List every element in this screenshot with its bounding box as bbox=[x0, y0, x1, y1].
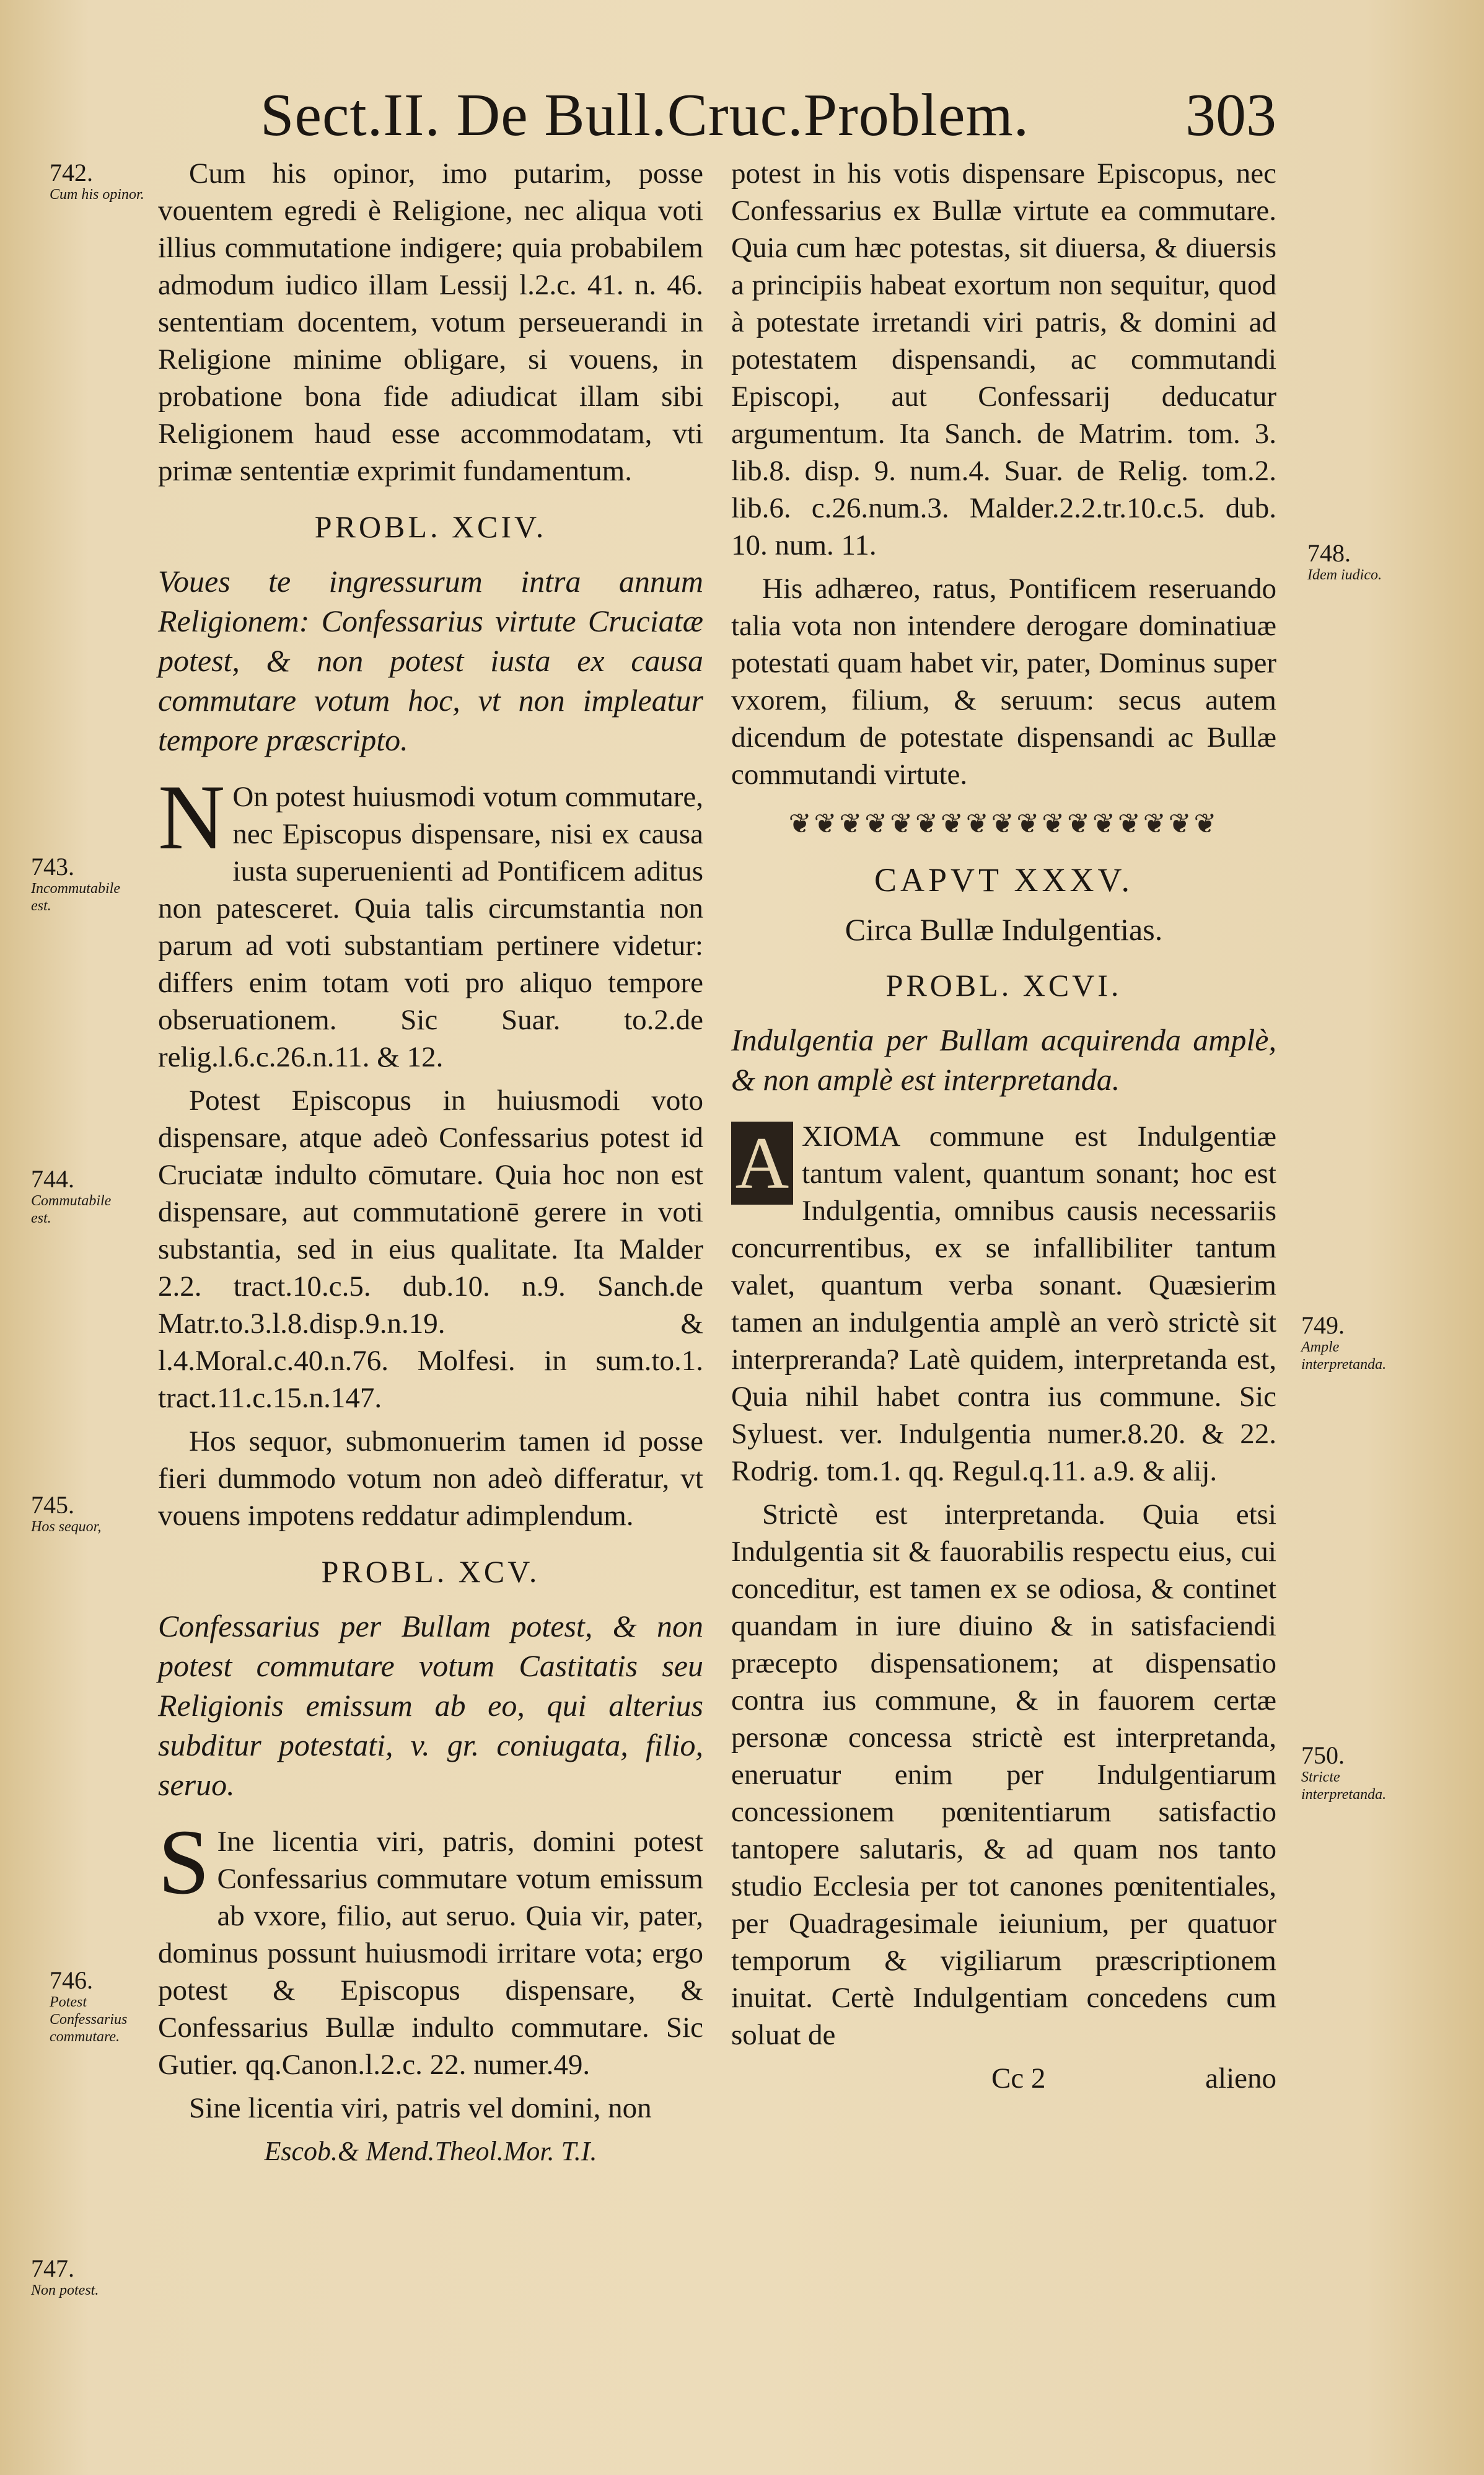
margin-note-745: 745. Hos sequor, bbox=[31, 1491, 102, 1535]
paragraph-746: S Ine licentia viri, patris, domini potest Confessarius commutare votum emissum ab vxore, filio, aut seruo. Quia vir, pater, dominus possunt huiusmodi irritare vota; ergo potest & Episcopus dispensare, & Confessarius Bullæ indulto commutare. Sic Gutier. qq.Canon.l.2.c. 22. numer.49. bbox=[158, 1811, 703, 2081]
margin-note-744: 744. Commutabile est. bbox=[31, 1165, 112, 1226]
catchword: alieno bbox=[1205, 2062, 1276, 2095]
problem-statement-94: Voues te ingressurum intra annum Religionem: Confessarius virtute Cruciatæ potest, & non potest iusta ex causa commutare votum hoc, vt non impleatur tempore præscripto. bbox=[158, 564, 703, 757]
paragraph-749: A XIOMA commune est Indulgentiæ tantum valent, quantum sonant; hoc est Indulgentia, omnibus causis necessariis concurrentibus, ex se infallibiliter tantum valet, quantum verba sonant. Quæsierim tamen an indulgentia amplè an verò strictè sit interpreranda? Latè quidem, interpretanda est, Quia nihil habet contra ius commune. Sic Syluest. ver. Indulgentia numer.8.20. & 22. Rodrig. tom.1. qq. Regul.q.11. a.9. & alij. bbox=[731, 1120, 1276, 1487]
margin-note-747: 747. Non potest. bbox=[31, 2254, 99, 2298]
margin-note-750: 750. Stricte interpretanda. bbox=[1301, 1741, 1387, 1803]
running-title: Sect.II. De Bull.Cruc.Problem. bbox=[260, 82, 1030, 149]
page-footer bbox=[731, 2060, 1276, 2097]
margin-note-748: 748. Idem iudico. bbox=[1307, 539, 1382, 583]
ornamental-initial-a: A bbox=[731, 1122, 793, 1205]
signature-mark: Cc 2 bbox=[991, 2062, 1046, 2095]
footer-left-signature: Escob.& Mend.Theol.Mor. T.I. bbox=[264, 2136, 597, 2166]
problem-heading-96: PROBL. XCVI. bbox=[885, 968, 1122, 1003]
left-column bbox=[158, 155, 703, 2170]
drop-capital-n: N bbox=[158, 766, 226, 869]
margin-note-749: 749. Ample interpretanda. bbox=[1301, 1311, 1387, 1373]
margin-note-742: 742. Cum his opinor. bbox=[50, 159, 144, 203]
right-column bbox=[731, 155, 1276, 2097]
paragraph-747: Sine licentia viri, patris vel domini, non bbox=[189, 2092, 652, 2124]
problem-statement-96: Indulgentia per Bullam acquirenda amplè, & non amplè est interpretanda. bbox=[731, 1022, 1276, 1097]
page-number: 303 bbox=[1185, 82, 1276, 149]
paragraph-745: Hos sequor, submonuerim tamen id posse fieri dummodo votum non adeò differatur, vt vouens impotens reddatur adimplendum. bbox=[158, 1425, 703, 1532]
margin-note-746: 746. Potest Confessarius commutare. bbox=[50, 1966, 128, 2045]
running-header bbox=[260, 74, 1276, 155]
chapter-subtitle: Circa Bullæ Indulgentias. bbox=[845, 912, 1163, 947]
chapter-heading: CAPVT XXXV. bbox=[874, 861, 1134, 899]
drop-capital-s: S bbox=[158, 1811, 210, 1914]
problem-statement-95: Confessarius per Bullam potest, & non potest commutare votum Castitatis seu Religionis emissum ab eo, qui alterius subditur potestati, v. gr. coniugata, filio, seruo. bbox=[158, 1609, 703, 1802]
paragraph-742: Cum his opinor, imo putarim, posse vouentem egredi è Religione, nec aliqua voti illius commutatione indigere; quia probabilem admodum iudico illam Lessij l.2.c. 41. n. 46. sententiam docentem, votum perseuerandi in Religione minime obligare, si vouens, in probatione bona fide adiudicat illam sibi Religionem haud esse accommodatam, vti primæ sententiæ exprimit fundamentum. bbox=[158, 157, 703, 487]
ornamental-border: ❦❦❦❦❦❦❦❦❦❦❦❦❦❦❦❦❦ bbox=[788, 808, 1219, 840]
problem-heading-95: PROBL. XCV. bbox=[321, 1554, 540, 1589]
paragraph-743: N On potest huiusmodi votum commutare, nec Episcopus dispensare, nisi ex causa iusta superuenienti ad Pontificem aditus non patesceret. Quia talis circumstantia non parum ad voti substantiam pertinere videtur: differs enim totam voti pro aliquo tempore obseruationem. Sic Suar. to.2.de relig.l.6.c.26.n.11. & 12. bbox=[158, 766, 703, 1073]
paragraph-continued: potest in his votis dispensare Episcopus, nec Confessarius ex Bullæ virtute ea commutare. Quia cum hæc potestas, sit diuersa, & diuersis a principiis habeat exortum non sequitur, quod à potestate irretandi viri patris, & domini ad potestatem dispensandi, ac commutandi Episcopi, aut Confessarij deducatur argumentum. Ita Sanch. de Matrim. tom. 3. lib.8. disp. 9. num.4. Suar. de Relig. tom.2. lib.6. c.26.num.3. Malder.2.2.tr.10.c.5. dub. 10. num. 11. bbox=[731, 157, 1276, 561]
margin-note-743: 743. Incommutabile est. bbox=[31, 853, 120, 914]
paragraph-750: Strictè est interpretanda. Quia etsi Indulgentia sit & fauorabilis respectu eius, cui conceditur, est tamen ex se odiosa, & continet quandam in iure diuino & in satisfaciendi præcepto dispensationem; at dispensatio contra ius commune, & in fauorem certæ personæ concessa strictè est interpretanda, eneruatur enim per Indulgentiarum concessionem pœnitentiarum satisfactio tantopere salutaris, & ad quam nos tanto studio Ecclesia per tot canones pœnitentiales, per Quadragesimale ieiunium, per quatuor temporum & vigiliarum præscriptionem inuitat. Certè Indulgentiam concedens cum soluat de bbox=[731, 1498, 1276, 2051]
paragraph-744: Potest Episcopus in huiusmodi voto dispensare, atque adeò Confessarius potest id Cruciatæ indulto cōmutare. Quia hoc non est dispensare, aut commutationē gerere in voti substantia, sed in eius qualitate. Ita Malder 2.2. tract.10.c.5. dub.10. n.9. Sanch.de Matr.to.3.l.8.disp.9.n.19. & l.4.Moral.c.40.n.76. Molfesi. in sum.to.1. tract.11.c.15.n.147. bbox=[158, 1084, 703, 1414]
paragraph-748: His adhæreo, ratus, Pontificem reseruando talia vota non intendere derogare dominatiuæ potestati quam habet vir, pater, Dominus super vxorem, filium, & seruum: secus autem dicendum de potestate dispensandi ac Bullæ commutandi virtute. bbox=[731, 573, 1276, 791]
problem-heading-94: PROBL. XCIV. bbox=[314, 509, 547, 544]
